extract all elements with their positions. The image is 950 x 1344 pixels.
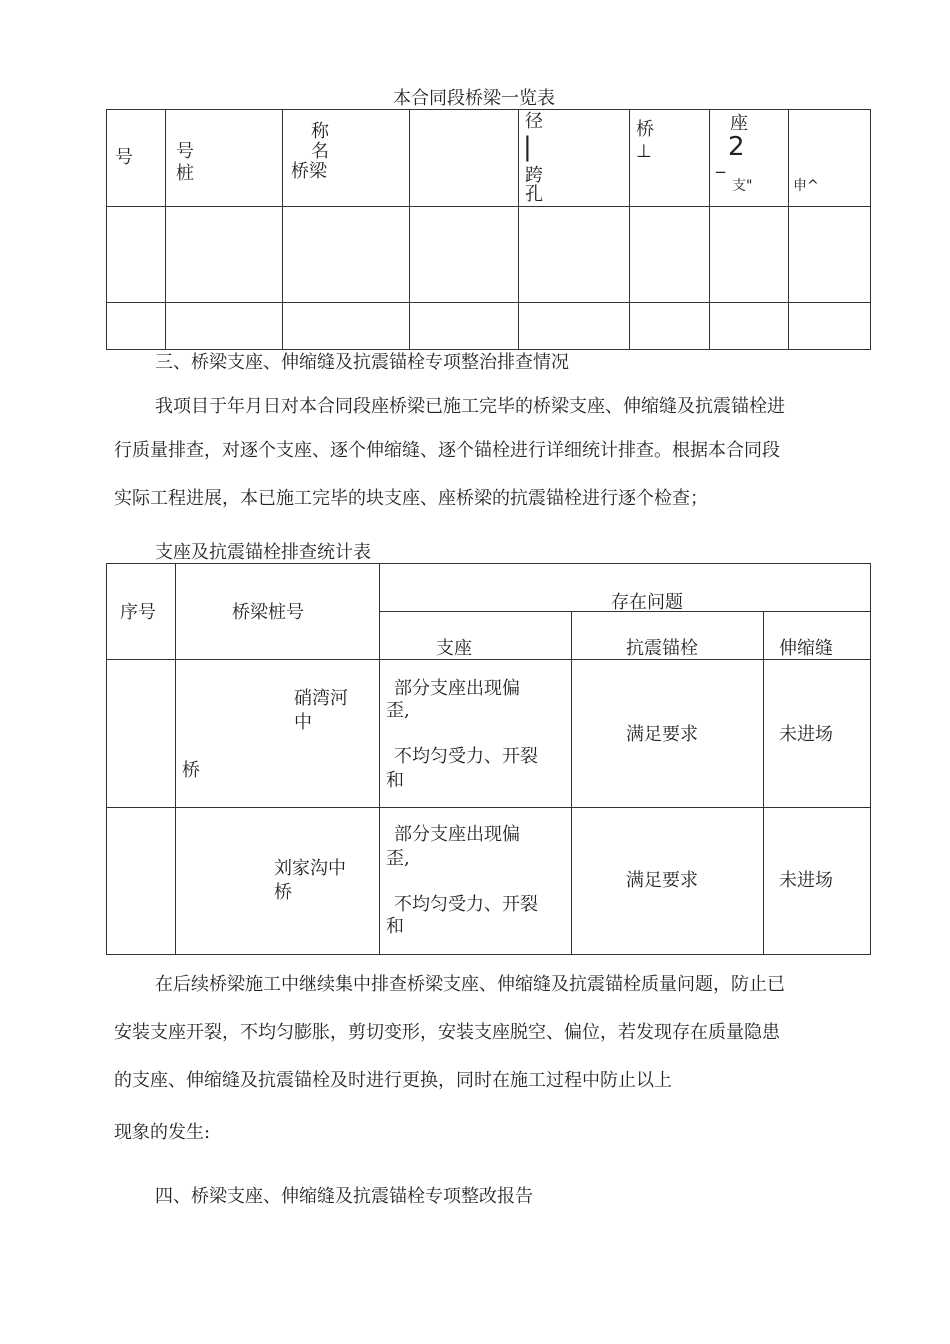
t2-r2-bearing (380, 808, 572, 955)
t2-r1-bearing-l1: 部分支座出现偏 (394, 678, 520, 699)
inspection-table (106, 563, 871, 955)
t2-r2-name-b: 桥 (274, 882, 292, 903)
t1-h-col7-dash: _ (716, 153, 725, 174)
t2-r2-joint (764, 808, 871, 955)
t2-h-anchor: 抗震锚栓 (626, 638, 698, 659)
t2-h-issues: 存在问题 (611, 592, 683, 613)
t2-header-issues (380, 564, 871, 612)
t2-header-joint (764, 612, 871, 660)
t1-h-col6-top: 桥 (636, 119, 654, 140)
t1-h-col7-num: 2 (728, 132, 745, 162)
t1-header-bridge (630, 110, 710, 207)
para1-line3: 实际工程进展，本已施工完毕的块支座、座桥梁的抗震锚栓进行逐个检查； (114, 488, 708, 509)
para1-line2: 行质量排查，对逐个支座、逐个伸缩缝、逐个锚栓进行详细统计排查。根据本合同段 (114, 440, 780, 461)
t2-r1-bearing-l2: 歪, (386, 700, 410, 721)
t2-r1-anchor-text: 满足要求 (626, 724, 698, 745)
t1-header-no (107, 110, 166, 207)
t2-r2-bearing-l3: 不均匀受力、开裂 (394, 894, 538, 915)
t2-r1-joint (764, 660, 871, 808)
t1-h-col5-mark: | (523, 132, 532, 162)
table-row (107, 207, 871, 303)
table-row (107, 303, 871, 350)
t2-r1-bearing-l4: 和 (386, 770, 404, 791)
t1-h-col5-bottom: 孔 (525, 184, 543, 205)
t2-r2-bearing-l1: 部分支座出现偏 (394, 824, 520, 845)
para2-line1: 在后续桥梁施工中继续集中排查桥梁支座、伸缩缝及抗震锚栓质量问题，防止已 (155, 974, 785, 995)
section3-title: 三、桥梁支座、伸缩缝及抗震锚栓专项整治排查情况 (155, 352, 569, 373)
t1-h-col8-bottom: 申^ (793, 178, 819, 194)
t1-h-col7-bottom: 支" (732, 178, 753, 194)
t2-h-bearing: 支座 (436, 638, 472, 659)
t2-r1-name-a: 硝湾河 (294, 688, 348, 709)
table-row (107, 808, 871, 955)
t1-h-col1: 号 (115, 147, 133, 168)
t1-h-col3-top: 称 (311, 121, 329, 142)
section4-title: 四、桥梁支座、伸缩缝及抗震锚栓专项整改报告 (155, 1186, 533, 1207)
t2-r1-seq (107, 660, 176, 808)
t2-r2-pile (176, 808, 380, 955)
table2-caption: 支座及抗震锚栓排查统计表 (155, 542, 371, 563)
t2-r2-bearing-l4: 和 (386, 916, 404, 937)
para1-line1: 我项目于年月日对本合同段座桥梁已施工完毕的桥梁支座、伸缩缝及抗震锚栓进 (155, 396, 785, 417)
t2-h-seq: 序号 (120, 602, 156, 623)
t2-r2-joint-text: 未进场 (779, 870, 833, 891)
t1-h-col7-top: 座 (730, 113, 748, 134)
t2-r2-name-a: 刘家沟中 (274, 858, 346, 879)
table1-caption: 本合同段桥梁一览表 (393, 88, 555, 109)
t2-h-pile: 桥梁桩号 (232, 602, 304, 623)
t2-r1-bearing (380, 660, 572, 808)
t1-header-joint (789, 110, 871, 207)
t1-h-col6-mark: ⊥ (636, 141, 652, 162)
t2-r2-seq (107, 808, 176, 955)
t1-h-col5-top: 径 (525, 111, 543, 132)
table-row (107, 660, 871, 808)
t2-r1-pile (176, 660, 380, 808)
bridge-list-table (106, 109, 871, 350)
t1-header-name (283, 110, 410, 207)
para2-line4: 现象的发生: (114, 1122, 211, 1143)
t2-r1-name-b: 中 (294, 712, 312, 733)
t1-h-col5-mid: 跨 (525, 165, 543, 186)
t1-h-col2-top: 号 (176, 141, 194, 162)
t2-header-bearing (380, 612, 572, 660)
t1-h-col2-bottom: 桩 (176, 163, 194, 184)
t1-header-empty (410, 110, 519, 207)
t2-r2-anchor (572, 808, 764, 955)
t2-header-pile (176, 564, 380, 660)
t1-header-pile (166, 110, 283, 207)
t2-r1-bearing-l3: 不均匀受力、开裂 (394, 746, 538, 767)
para2-line3: 的支座、伸缩缝及抗震锚栓及时进行更换，同时在施工过程中防止以上 (114, 1070, 672, 1091)
t2-r1-joint-text: 未进场 (779, 724, 833, 745)
t2-r1-name-c: 桥 (182, 760, 200, 781)
t2-r2-bearing-l2: 歪, (386, 848, 410, 869)
t1-header-bearing (710, 110, 789, 207)
t1-h-col3-bottom: 桥梁 (291, 161, 327, 182)
t2-h-joint: 伸缩缝 (779, 638, 833, 659)
t1-h-col3-mid: 名 (311, 141, 329, 162)
t2-r2-anchor-text: 满足要求 (626, 870, 698, 891)
t1-header-span (519, 110, 630, 207)
t2-header-seq (107, 564, 176, 660)
t2-header-anchor (572, 612, 764, 660)
t2-r1-anchor (572, 660, 764, 808)
para2-line2: 安装支座开裂，不均匀膨胀，剪切变形，安装支座脱空、偏位，若发现存在质量隐患 (114, 1022, 780, 1043)
